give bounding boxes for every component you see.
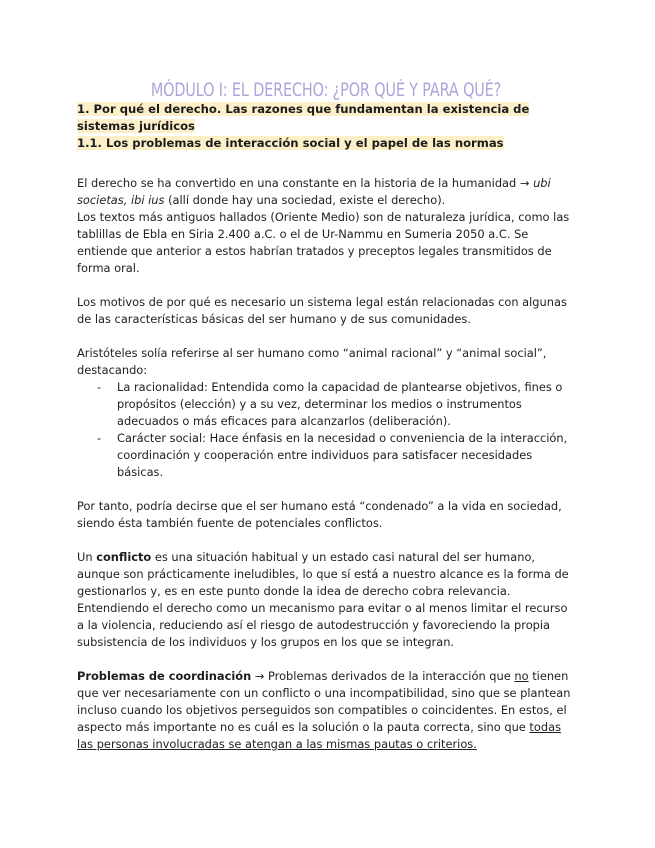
- term-conflicto: conflicto: [96, 550, 152, 564]
- page-title: MÓDULO I: EL DERECHO: ¿POR QUÉ Y PARA QUÉ?: [150, 80, 502, 101]
- section-heading-1-text: 1. Por qué el derecho. Las razones que fundamentan la existencia de sistemas jurídicos: [77, 102, 530, 133]
- underlined-conclusion: todas las personas involucradas se atengan a las mismas pautas o criterios.: [77, 720, 562, 751]
- paragraph-text: tienen que ver necesariamente con un conflicto o una incompatibilidad, sino que se plantean incluso cuando los objetivos perseguidos son compatibles o coincidentes. En estos, el aspecto más importante no es cuál es la solución o la pauta correcta, sino que: [77, 669, 571, 734]
- paragraph-text: (allí donde hay una sociedad, existe el derecho).: [164, 193, 446, 207]
- paragraph-ancient-texts: Los textos más antiguos hallados (Oriente Medio) son de naturaleza jurídica, como las tablillas de Ebla en Siria 2.400 a.C. o el de Ur-Nammu en Sumeria 2050 a.C. Se entiende que anterior a estos habrían tratados y preceptos legales transmitidos de forma oral.: [77, 210, 570, 275]
- paragraph-text: Un: [77, 550, 97, 564]
- paragraph-aristotle: Aristóteles solía referirse al ser humano como “animal racional” y “animal social”, destacando:: [77, 346, 547, 377]
- term-problemas-coordinacion: Problemas de coordinación: [77, 669, 252, 683]
- list-item: [97, 430, 575, 481]
- characteristics-list: [77, 379, 575, 481]
- list-item: [97, 379, 575, 430]
- paragraph-condemned-society: Por tanto, podría decirse que el ser humano está “condenado” a la vida en sociedad, siendo ésta también fuente de potenciales conflictos.: [77, 499, 562, 530]
- latin-phrase: ubi societas, ibi ius: [77, 176, 551, 207]
- list-dash: -: [97, 431, 102, 445]
- paragraph-text: → Problemas derivados de la interacción que: [251, 669, 515, 683]
- paragraph-legal-system-motives: Los motivos de por qué es necesario un sistema legal están relacionadas con algunas de las características básicas del ser humano y de sus comunidades.: [77, 295, 567, 326]
- section-heading-1-1-text: 1.1. Los problemas de interacción social y el papel de las normas: [77, 136, 504, 150]
- list-dash: -: [97, 380, 102, 394]
- list-item-text: La racionalidad: Entendida como la capacidad de plantearse objetivos, fines o propósitos (elección) y a su vez, determinar los medios o instrumentos adecuados o más eficaces para alcanzarlos (deliberación).: [117, 380, 563, 428]
- section-heading-1: [77, 101, 575, 135]
- paragraph-law-mechanism: Entendiendo el derecho como un mecanismo para evitar o al menos limitar el recurso a la violencia, reduciendo así el riesgo de autodestrucción y favoreciendo la propia subsistencia de los individuos y los grupos en los que se integran.: [77, 601, 568, 649]
- underlined-no: no: [514, 669, 529, 683]
- paragraph-coordination-problems: [77, 668, 575, 753]
- paragraph-conflict: [77, 549, 575, 600]
- section-heading-1-1: [77, 135, 575, 152]
- paragraph-text: El derecho se ha convertido en una constante en la historia de la humanidad →: [77, 176, 534, 190]
- paragraph-text: es una situación habitual y un estado casi natural del ser humano, aunque son prácticamente ineludibles, lo que sí está a nuestro alcance es la forma de gestionarlos y, es en este punto donde la idea de derecho cobra relevancia.: [77, 550, 569, 598]
- list-item-text: Carácter social: Hace énfasis en la necesidad o conveniencia de la interacción, coordinación y cooperación entre individuos para satisfacer necesidades básicas.: [117, 431, 568, 479]
- paragraph-ubi-societas: [77, 175, 575, 209]
